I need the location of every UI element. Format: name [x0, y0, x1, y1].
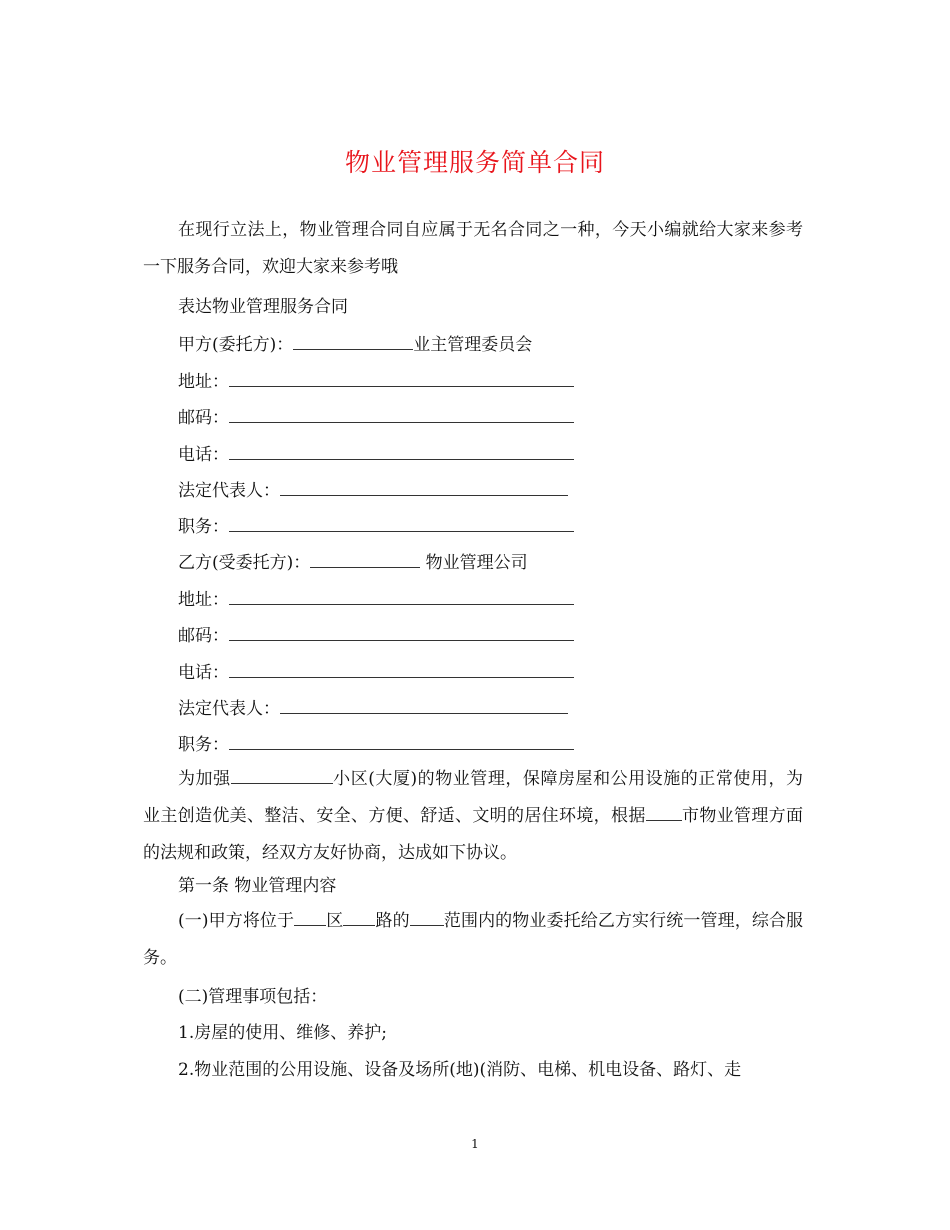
preamble-part-3: 市物业管理方面的法规和政策，经双方友好协商，达成如下协议。	[143, 806, 804, 863]
scope-blank	[410, 907, 444, 926]
party-b-rep-blank	[280, 695, 568, 714]
district-blank	[294, 907, 326, 926]
preamble-paragraph	[143, 761, 803, 872]
party-a-address-blank	[229, 368, 574, 387]
party-a-postcode-blank	[229, 404, 574, 423]
party-a-phone-line	[178, 441, 574, 465]
party-b-phone-label: 电话：	[178, 663, 229, 683]
preamble-part-1: 为加强	[178, 769, 231, 789]
article-1-title: 第一条 物业管理内容	[178, 876, 337, 896]
party-b-position-line	[178, 731, 574, 755]
party-b-postcode-line	[178, 622, 574, 646]
party-a-address-label: 地址：	[178, 372, 229, 392]
party-a-suffix: 业主管理委员会	[413, 335, 533, 355]
party-b-address-label: 地址：	[178, 590, 229, 610]
intro-paragraph: 在现行立法上，物业管理合同自应属于无名合同之一种，今天小编就给大家来参考一下服务合同，欢迎大家来参考哦	[143, 220, 803, 277]
party-b-postcode-blank	[229, 622, 574, 641]
party-b-phone-blank	[229, 659, 574, 678]
party-a-label: 甲方(委托方)：	[178, 335, 294, 355]
party-b-position-blank	[229, 731, 574, 750]
party-b-position-label: 职务：	[178, 735, 229, 755]
road-blank	[343, 907, 375, 926]
party-a-position-blank	[229, 513, 574, 532]
clause-1-part-1: (一)甲方将位于	[178, 911, 295, 931]
item-1: 1.房屋的使用、维修、养护;	[178, 1023, 387, 1043]
party-b-postcode-label: 邮码：	[178, 626, 229, 646]
party-a-address-line	[178, 368, 574, 392]
party-b-address-line	[178, 586, 574, 610]
document-title: 物业管理服务简单合同	[344, 148, 605, 177]
page-number: 1	[471, 1137, 479, 1151]
party-a-rep-line	[178, 477, 568, 501]
party-a-phone-label: 电话：	[178, 445, 229, 465]
community-name-blank	[231, 765, 333, 784]
party-b-suffix: 物业管理公司	[425, 553, 528, 573]
subtitle: 表达物业管理服务合同	[178, 297, 348, 317]
party-b-rep-label: 法定代表人：	[178, 699, 280, 719]
party-a-rep-label: 法定代表人：	[178, 481, 280, 501]
clause-1-part-3: 路的	[375, 911, 410, 931]
party-a-postcode-line	[178, 404, 574, 428]
party-a-line	[178, 331, 532, 355]
party-b-label: 乙方(受委托方)：	[178, 553, 311, 573]
preamble-part-2: 小区(大厦)的物业管理，保障房屋和公用设施的正常使用，为业主创造优美、整洁、安全、方便、舒适、文明的居住环境，根据	[143, 769, 804, 826]
clause-2: (二)管理事项包括：	[178, 987, 328, 1007]
party-a-position-label: 职务：	[178, 517, 229, 537]
party-a-name-blank	[293, 331, 413, 350]
party-b-address-blank	[229, 586, 574, 605]
party-b-phone-line	[178, 659, 574, 683]
item-2: 2.物业范围的公用设施、设备及场所(地)(消防、电梯、机电设备、路灯、走	[178, 1060, 742, 1080]
clause-1-part-4: 范围内的物业委托给乙方实行统一管理，综合服务。	[143, 911, 804, 968]
clause-1-part-2: 区	[326, 911, 344, 931]
party-a-postcode-label: 邮码：	[178, 408, 229, 428]
party-b-rep-line	[178, 695, 568, 719]
city-name-blank	[646, 802, 682, 821]
party-a-phone-blank	[229, 441, 574, 460]
clause-1-paragraph	[143, 903, 803, 977]
party-a-position-line	[178, 513, 574, 537]
party-a-rep-blank	[280, 477, 568, 496]
party-b-line	[178, 549, 528, 573]
party-b-name-blank	[310, 549, 420, 568]
